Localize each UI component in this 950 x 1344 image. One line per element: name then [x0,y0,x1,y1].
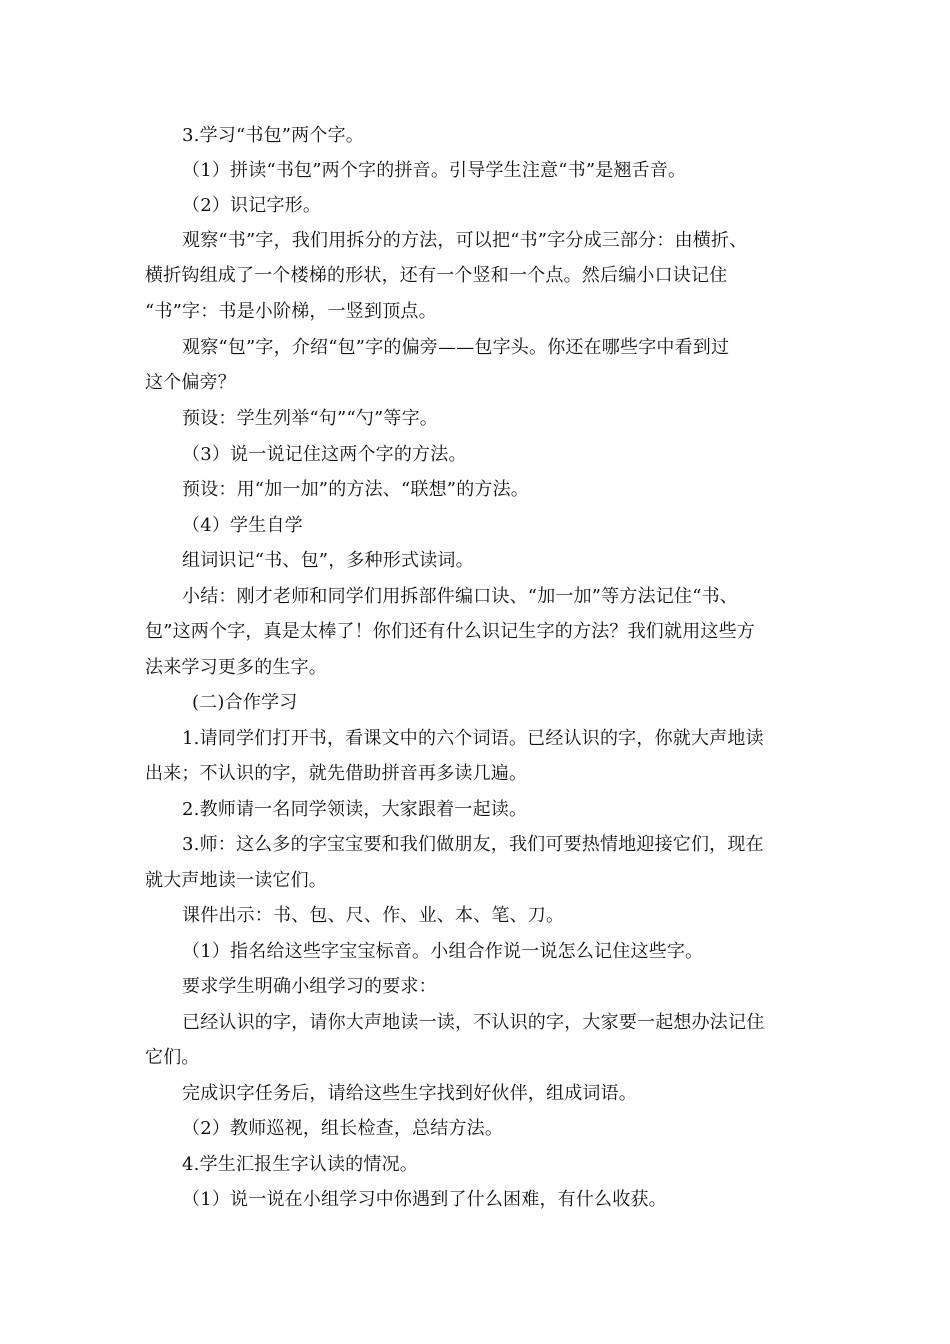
text-line: 出来；不认识的字，就先借助拼音再多读几遍。 [145,763,528,784]
text-line: 课件出示：书、包、尺、作、业、本、笔、刀。 [182,905,565,926]
text-line: （1）指名给这些字宝宝标音。小组合作说一说怎么记住这些字。 [182,941,704,962]
text-line: 1.请同学们打开书，看课文中的六个词语。已经认识的字，你就大声地读 [182,728,764,749]
text-line: 已经认识的字，请你大声地读一读，不认识的字，大家要一起想办法记住 [182,1012,765,1033]
text-line: 横折钩组成了一个楼梯的形状，还有一个竖和一个点。然后编小口诀记住 [145,265,728,286]
text-line: 小结：刚才老师和同学们用拆部件编口诀、“加一加”等方法记住“书、 [182,586,739,607]
text-line: 组词识记“书、包”，多种形式读词。 [182,550,474,571]
text-line: 2.教师请一名同学领读，大家跟着一起读。 [182,799,528,820]
text-line: 观察“包”字，介绍“包”字的偏旁——包字头。你还在哪些字中看到过 [182,337,730,358]
text-line: 预设：学生列举“句”“勺”等字。 [182,408,439,429]
text-line: 观察“书”字，我们用拆分的方法，可以把“书”字分成三部分：由横折、 [182,230,748,251]
text-line: 它们。 [145,1047,200,1068]
text-line: 完成识字任务后，请给这些生字找到好伙伴，组成词语。 [182,1083,637,1104]
section-heading: (二)合作学习 [192,692,298,713]
text-line: 要求学生明确小组学习的要求： [182,976,437,997]
text-line: 3.学习“书包”两个字。 [182,125,364,146]
text-line: 就大声地读一读它们。 [145,870,327,891]
text-line: 3.师：这么多的字宝宝要和我们做朋友，我们可要热情地迎接它们，现在 [182,834,764,855]
text-line: 法来学习更多的生字。 [145,657,327,678]
text-line: 包”这两个字，真是太棒了！你们还有什么识记生字的方法？我们就用这些方 [145,621,755,642]
text-line: （2）教师巡视，组长检查，总结方法。 [182,1118,504,1139]
text-line: 预设：用“加一加”的方法、“联想”的方法。 [182,479,530,500]
text-line: （3）说一说记住这两个字的方法。 [182,444,467,465]
text-line: （1）说一说在小组学习中你遇到了什么困难，有什么收获。 [182,1189,667,1210]
text-line: （4）学生自学 [182,515,303,536]
text-line: 4.学生汇报生字认读的情况。 [182,1154,418,1175]
text-line: （1）拼读“书包”两个字的拼音。引导学生注意“书”是翘舌音。 [182,160,687,181]
text-line: 这个偏旁？ [145,372,236,393]
text-line: （2）识记字形。 [182,195,322,216]
text-line: “书”字：书是小阶梯，一竖到顶点。 [145,301,437,322]
